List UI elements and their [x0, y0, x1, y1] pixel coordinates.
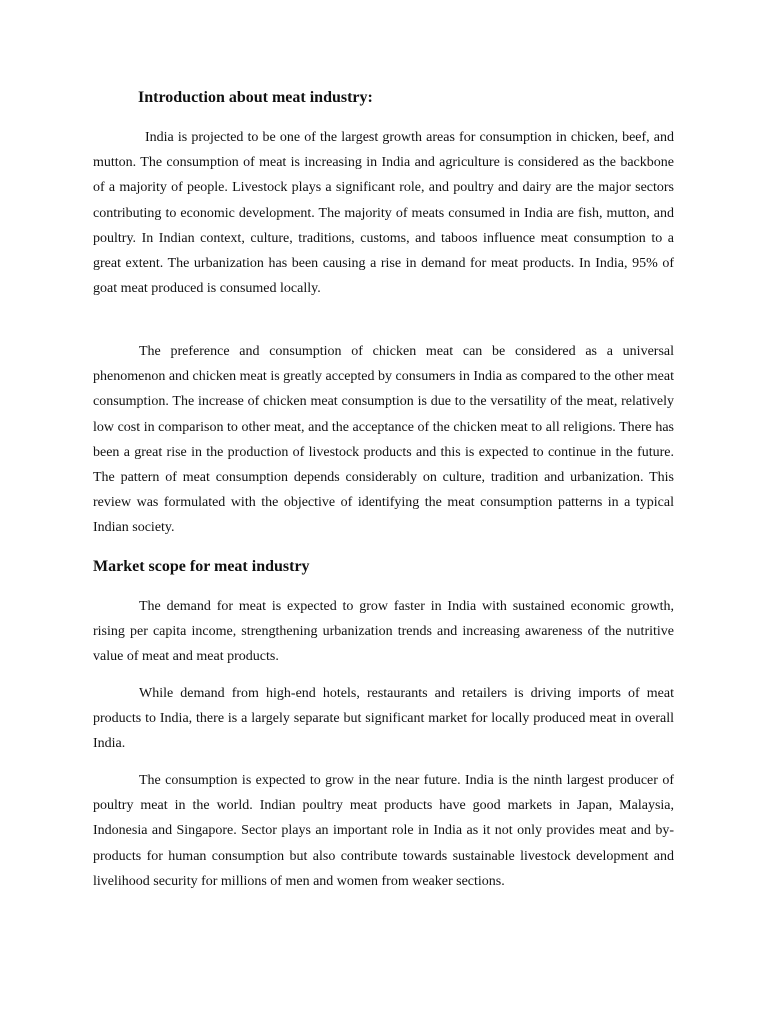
intro-paragraph-1: India is projected to be one of the largest growth areas for consumption in chicken, beef, and mutton. The consumption of meat is increasing in India and agriculture is considered as the backbone of a majority of people. Livestock plays a significant role, and poultry and dairy are the major sectors contributing to economic development. The majority of meats consumed in India are fish, mutton, and poultry. In Indian context, culture, traditions, customs, and taboos influence meat consumption to a great extent. The urbanization has been causing a rise in demand for meat products. In India, 95% of goat meat produced is consumed locally.	[93, 130, 674, 297]
market-paragraph-3: The consumption is expected to grow in the near future. India is the ninth largest producer of poultry meat in the world. Indian poultry meat products have good markets in Japan, Malaysia, Indonesia and Singapore. Sector plays an important role in India as it not only provides meat and by-products for human consumption but also contribute towards sustainable livestock development and livelihood security for millions of men and women from weaker sections.	[93, 773, 674, 889]
intro-paragraph-2: The preference and consumption of chicken meat can be considered as a universal phenomenon and chicken meat is greatly accepted by consumers in India as compared to the other meat consumption. The increase of chicken meat consumption is due to the versatility of the meat, relatively low cost in comparison to other meat, and the acceptance of the chicken meat to all religions. There has been a great rise in the production of livestock products and this is expected to continue in the future. The pattern of meat consumption depends considerably on culture, tradition and urbanization. This review was formulated with the objective of identifying the meat consumption patterns in a typical Indian society.	[93, 344, 674, 536]
market-heading: Market scope for meat industry	[93, 558, 310, 575]
intro-heading: Introduction about meat industry:	[138, 89, 373, 106]
market-paragraph-2: While demand from high-end hotels, restaurants and retailers is driving imports of meat products to India, there is a largely separate but significant market for locally produced meat in overall India.	[93, 686, 674, 752]
market-paragraph-1: The demand for meat is expected to grow faster in India with sustained economic growth, rising per capita income, strengthening urbanization trends and increasing awareness of the nutritive value of meat and meat products.	[93, 599, 674, 665]
